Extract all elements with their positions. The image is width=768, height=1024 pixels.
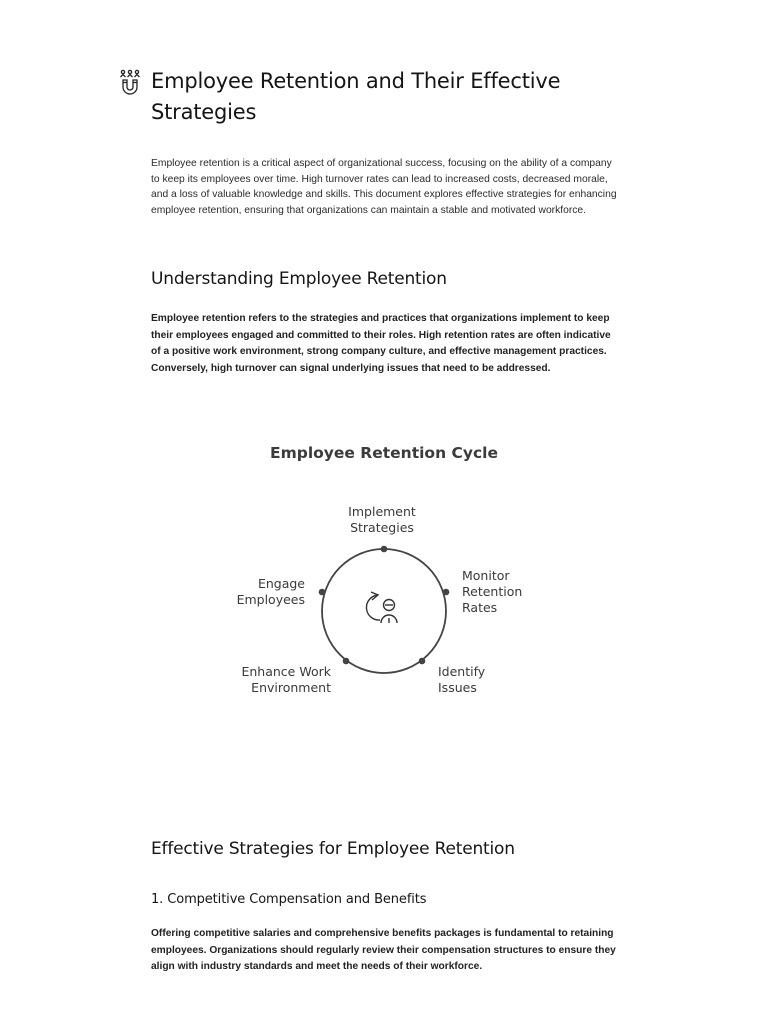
label-enhance-2: Environment [251,680,331,695]
title-line-1: Employee Retention and Their Effective [151,69,561,93]
label-enhance-1: Enhance Work [241,664,331,679]
magnet-people-icon [119,69,141,95]
label-engage-1: Engage [257,576,305,591]
label-monitor-1: Monitor [462,568,510,583]
label-implement-1: Implement [348,504,416,519]
label-identify-2: Issues [438,680,477,695]
node-monitor [443,589,450,596]
title-line-2: Strategies [151,100,257,124]
node-implement [381,546,388,553]
retention-cycle-diagram [0,430,768,730]
node-identify [419,658,426,665]
cycle-diagram-svg [0,430,768,730]
understanding-paragraph: Employee retention refers to the strategies and practices that organizations implement to keep their employees engaged and committed to their roles. High retention rates are often indicative of a positive work environment, strong company culture, and effective management practices. Conversely, high turnover can signal underlying issues that need to be addressed. [151,313,611,374]
label-monitor-2: Retention [462,584,523,599]
label-monitor-3: Rates [462,600,498,615]
compensation-paragraph: Offering competitive salaries and comprehensive benefits packages is fundamental to retaining employees. Organizations should regularly review their compensation structures to ensure they align with industry standards and meet the needs of their workforce. [151,928,616,972]
cycle-person-icon [366,592,397,623]
section-heading-understanding: Understanding Employee Retention [151,269,447,289]
page-title [151,66,591,128]
label-implement-2: Strategies [350,520,414,535]
label-identify-1: Identify [438,664,486,679]
node-enhance [343,658,350,665]
diagram-title: Employee Retention Cycle [269,444,499,462]
subsection-heading-compensation: 1. Competitive Compensation and Benefits [151,892,427,907]
label-engage-2: Employees [236,592,305,607]
intro-paragraph: Employee retention is a critical aspect of organizational success, focusing on the ability of a company to keep its employees over time. High turnover rates can lead to increased costs, decreased morale, and a loss of valuable knowledge and skills. This document explores effective strategies for enhancing employee retention, ensuring that organizations can maintain a stable and motivated workforce. [151,158,617,217]
section-heading-strategies: Effective Strategies for Employee Retention [151,839,515,859]
node-engage [319,589,326,596]
cycle-ring [322,549,446,673]
